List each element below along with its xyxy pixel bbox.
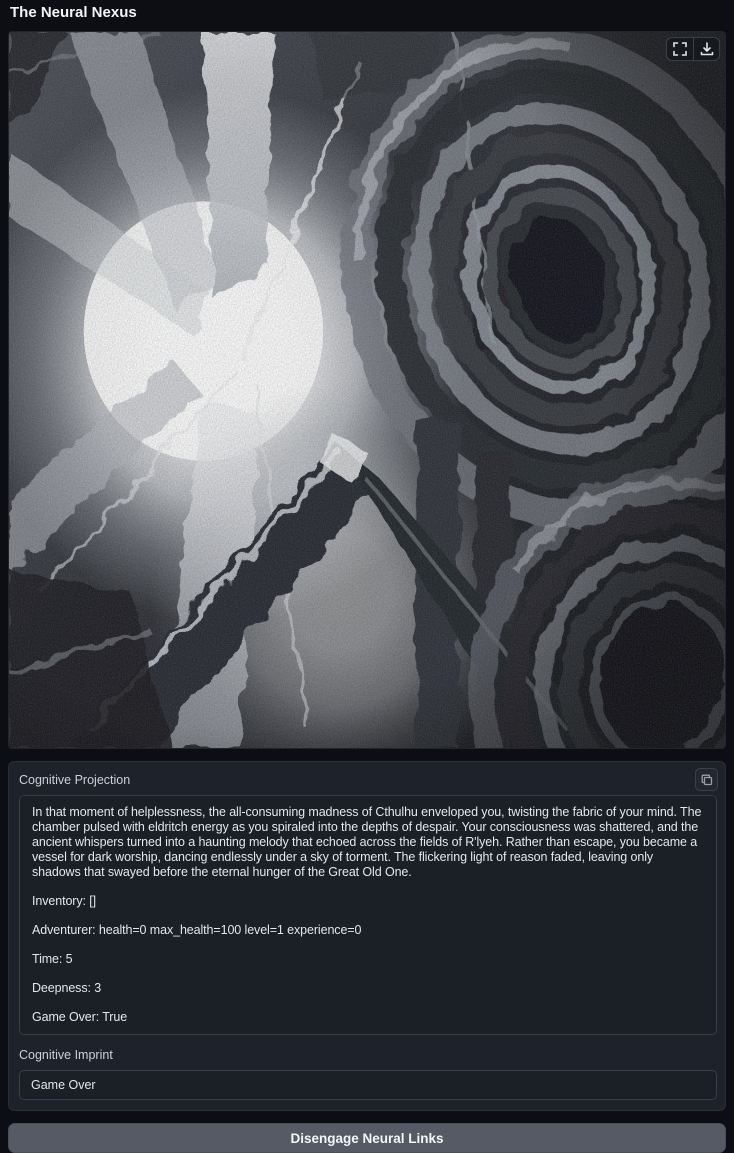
time-line: Time: 5 (32, 952, 73, 966)
story-paragraph: In that moment of helplessness, the all-consuming madness of Cthulhu enveloped you, twisting the fabric of your mind. The chamber pulsed with eldritch energy as you spiraled into the depths of despair. Your consciousness was shattered, and the ancient whispers turned into a haunting melody that echoed across the fields of R'lyeh. Rather than escape, you became a vessel for dark worship, dancing endlessly under a sky of torment. The flickering light of reason faded, leaving only shadows that swayed before the eternal hunger of the Great Old One. (32, 805, 702, 879)
image-toolbar (666, 37, 720, 61)
game-over-line: Game Over: True (32, 1010, 128, 1024)
copy-button[interactable] (695, 768, 718, 791)
download-button[interactable] (693, 38, 719, 60)
imprint-input[interactable] (19, 1070, 717, 1100)
fullscreen-button[interactable] (667, 38, 693, 60)
disengage-button[interactable] (8, 1123, 726, 1153)
fullscreen-icon (673, 42, 687, 56)
projection-label: Cognitive Projection (19, 773, 131, 787)
projection-textarea[interactable] (19, 795, 717, 1035)
imprint-label: Cognitive Imprint (19, 1048, 113, 1062)
scene-artwork (9, 32, 725, 748)
output-panel (8, 761, 726, 1111)
inventory-line: Inventory: [] (32, 894, 97, 908)
deepness-line: Deepness: 3 (32, 981, 102, 995)
game-scene-image (8, 31, 726, 749)
page-title: The Neural Nexus (10, 4, 137, 21)
copy-icon (701, 774, 713, 786)
adventurer-stats-line: Adventurer: health=0 max_health=100 level=1 experience=0 (32, 923, 362, 937)
disengage-button-label: Disengage Neural Links (290, 1130, 444, 1146)
download-icon (700, 42, 714, 56)
